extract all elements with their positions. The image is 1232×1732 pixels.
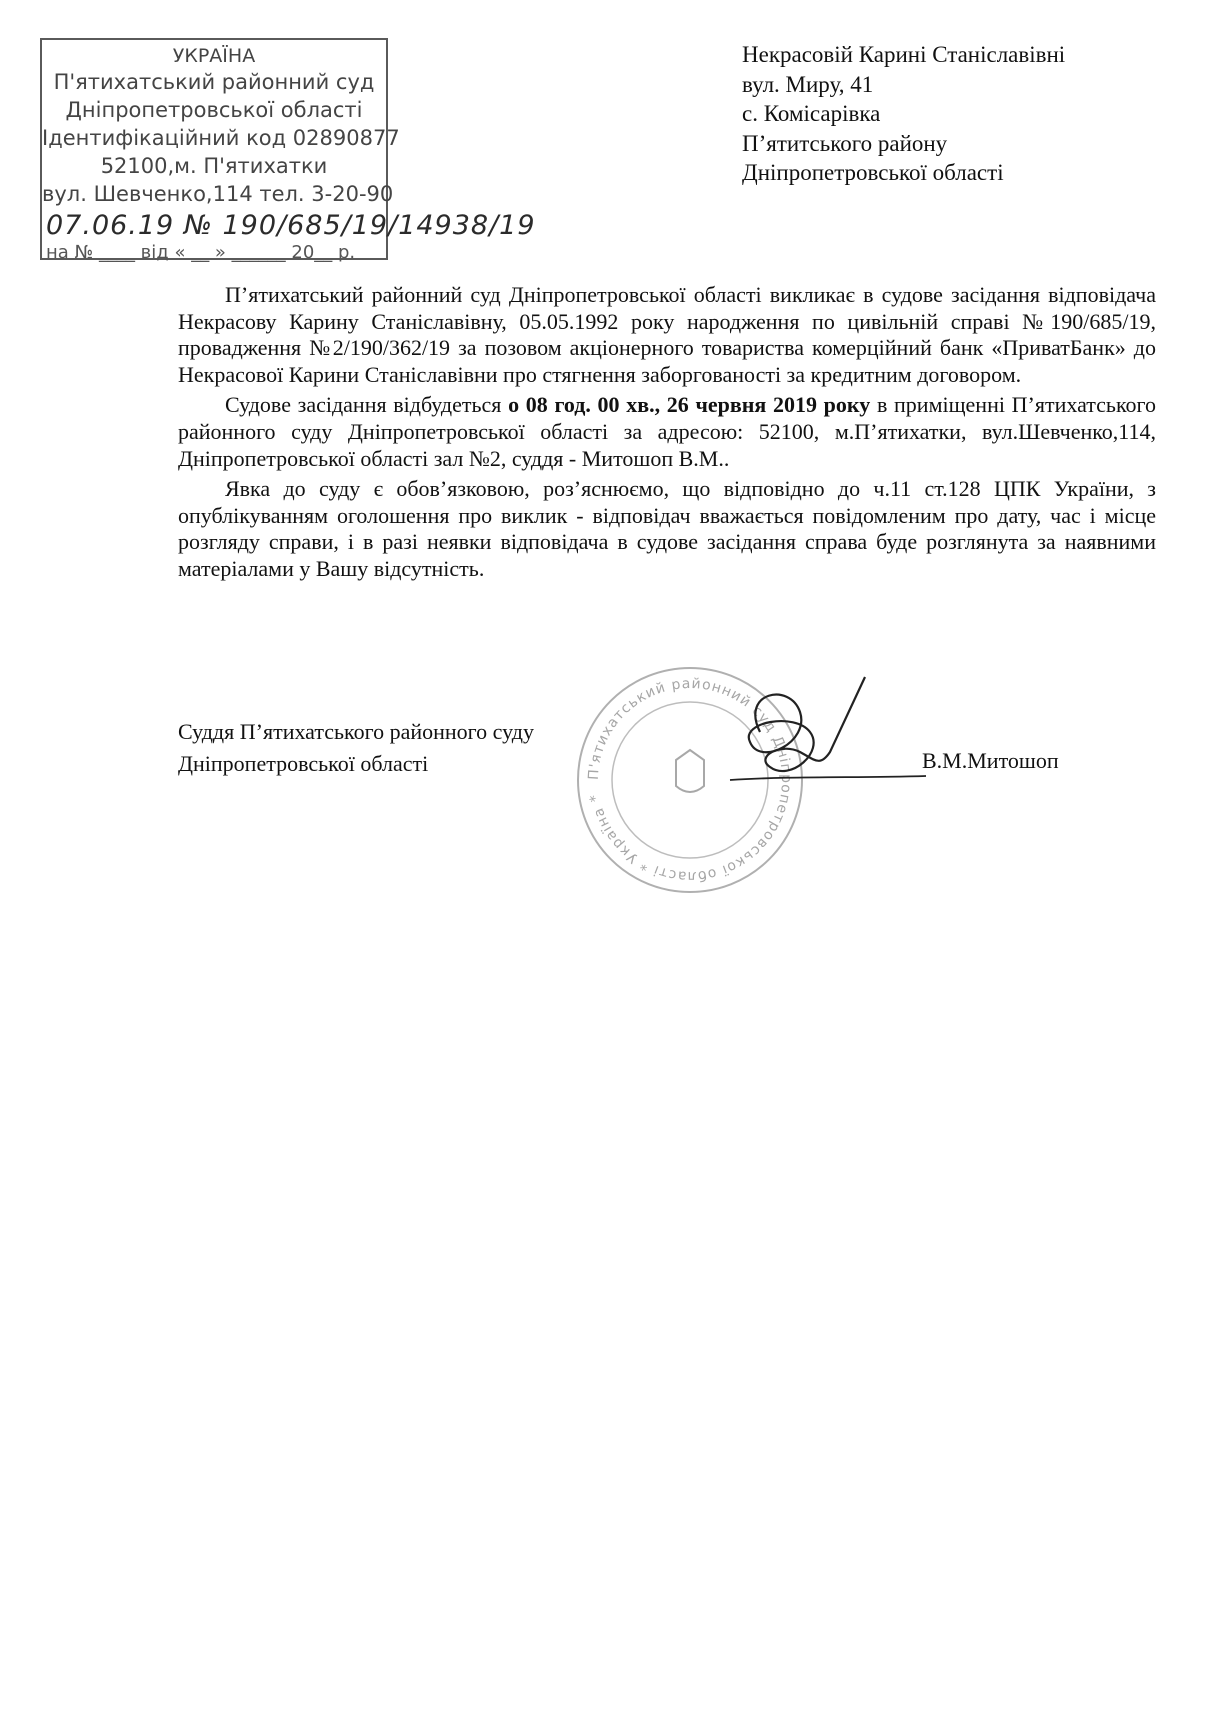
recipient-region: Дніпропетровської області [742, 160, 1004, 186]
hearing-text-start: Судове засідання відбудеться [225, 392, 509, 418]
letter-body [178, 282, 1156, 587]
judge-position-line2: Дніпропетровської області [178, 751, 429, 776]
stamp-court-name: П'ятихатський районний суд [53, 70, 375, 94]
judge-position [178, 716, 534, 780]
hearing-paragraph [178, 392, 1156, 472]
recipient-street: вул. Миру, 41 [742, 71, 874, 97]
recipient-district: П’ятитського району [742, 130, 948, 156]
seal-text: П'ятихатський районний суд Дніпропетровської області * Україна * [585, 675, 795, 885]
recipient-village: с. Комісарівка [742, 101, 881, 127]
stamp-region: Дніпропетровської області [65, 98, 363, 122]
registration-number: 07.06.19 № 190/685/19/14938/19 [46, 210, 536, 241]
stamp-address: вул. Шевченко,114 тел. 3-20-90 [42, 182, 394, 206]
recipient-name: Некрасовій Карині Станіславівні [742, 42, 1066, 67]
stamp-id-code: Ідентифікаційний код 02890877 [42, 126, 400, 150]
hearing-datetime: о 08 год. 00 хв., 26 червня 2019 року [508, 392, 871, 418]
judge-name: В.М.Митошоп [922, 748, 1059, 773]
stamp-city: 52100,м. П'ятихатки [100, 154, 328, 178]
hearing-text-end: в приміщенні П’ятихатського районного суду Дніпропетровської області за адресою: 52100, м.П’ятихатки, вул.Шевченко,114, Дніпропетровської області зал №2, суддя - Митошоп В.М.. [178, 392, 1156, 471]
recipient-address [742, 40, 1065, 188]
attendance-paragraph: Явка до суду є обов’язковою, роз’яснюємо, що відповідно до ч.11 ст.128 ЦПК України, з опублікуванням оголошення про виклик - відповідач вважається повідомленим про дату, час і місце розгляду справи, і в разі неявки відповідача в судове засідання справа буде розглянута за наявними матеріалами у Вашу відсутність. [178, 476, 1156, 581]
stamp-reply-line: на № ____ від « __ » ______ 20__ р. [46, 242, 356, 263]
stamp-country: УКРАЇНА [172, 45, 256, 67]
summons-paragraph: П’ятихатський районний суд Дніпропетровської області викликає в судове засідання відповідача Некрасову Карину Станіславівну, 05.05.1992 року народження по цивільній справі №190/685/19, провадження №2/190/362/19 за позовом акціонерного товариства комерційний банк «ПриватБанк» до Некрасової Карини Станіславівни про стягнення заборгованості за кредитним договором. [178, 282, 1156, 387]
registration-stamp [40, 38, 536, 263]
handwritten-signature [700, 672, 930, 812]
judge-position-line1: Суддя П’ятихатського районного суду [178, 719, 534, 744]
